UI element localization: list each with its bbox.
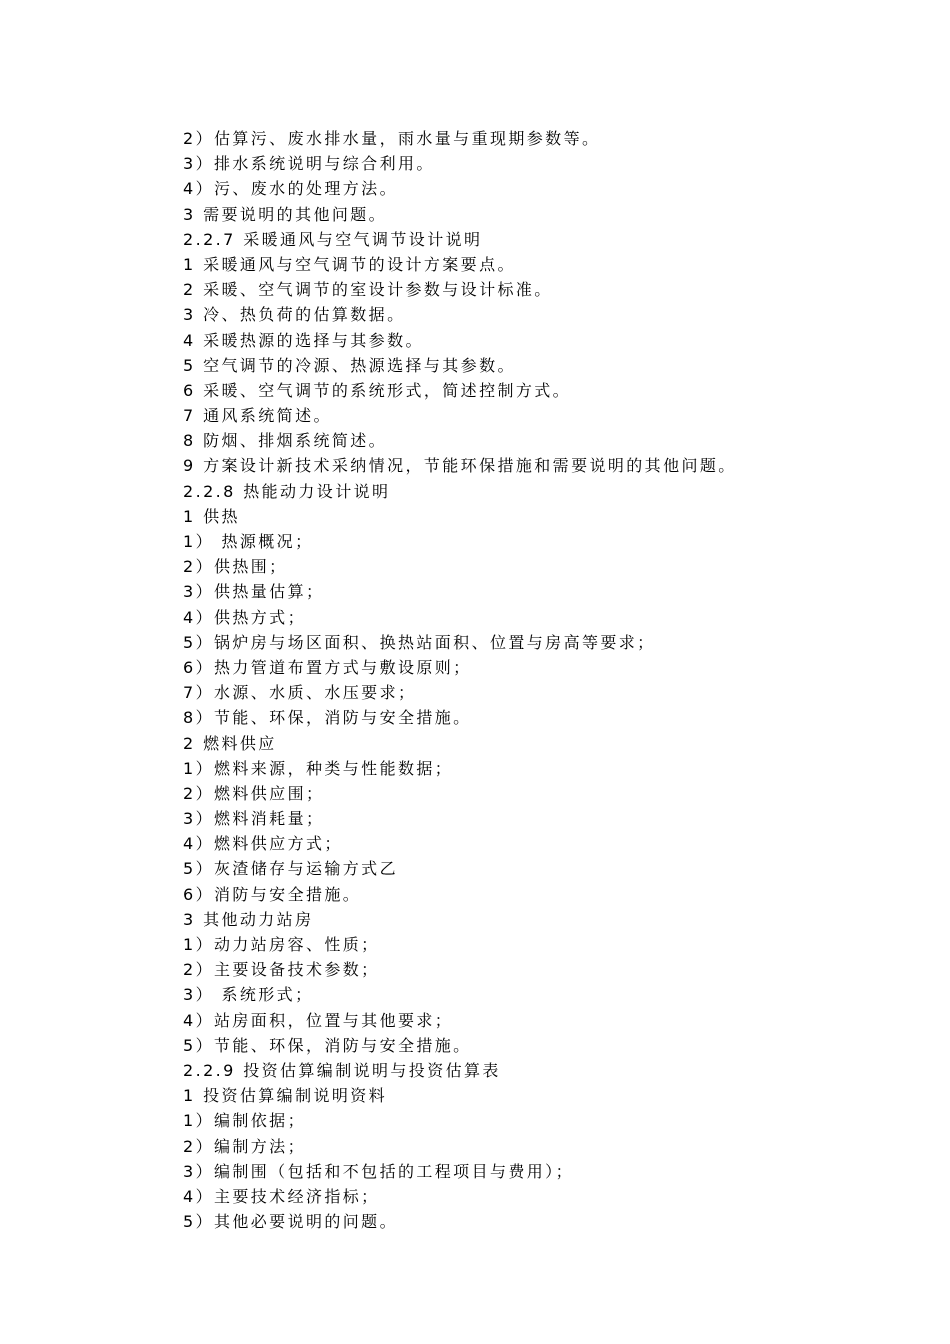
text-line: 2 采暖、空气调节的室设计参数与设计标准。 [183, 280, 553, 300]
text-line: 5）其他必要说明的问题。 [183, 1212, 398, 1232]
text-line: 1） 热源概况； [183, 532, 314, 551]
text-line: 3 冷、热负荷的估算数据。 [183, 305, 406, 325]
text-line: 4）供热方式； [183, 607, 306, 627]
text-line: 3） 系统形式； [183, 985, 314, 1005]
text-line: 3 其他动力站房 [183, 909, 314, 929]
text-line: 7 通风系统简述。 [183, 406, 332, 426]
text-line: 1）编制依据； [183, 1111, 306, 1131]
text-line: 4）污、废水的处理方法。 [183, 179, 398, 199]
text-line: 4 采暖热源的选择与其参数。 [183, 330, 424, 350]
text-line: 3）排水系统说明与综合利用。 [183, 154, 435, 174]
text-line: 1 供热 [183, 506, 240, 526]
text-line: 6）消防与安全措施。 [183, 884, 362, 904]
text-line: 4）站房面积，位置与其他要求； [183, 1010, 454, 1030]
text-line: 1）燃料来源，种类与性能数据； [183, 758, 454, 778]
document-body [183, 126, 903, 1234]
section-heading: 2.2.9 投资估算编制说明与投资估算表 [183, 1060, 501, 1080]
text-line: 8）节能、环保，消防与安全措施。 [183, 708, 472, 728]
text-line: 2）供热围； [183, 557, 288, 577]
text-line: 3）燃料消耗量； [183, 809, 325, 829]
text-line: 2 燃料供应 [183, 733, 277, 753]
text-line: 1 采暖通风与空气调节的设计方案要点。 [183, 254, 516, 274]
text-line: 5）灰渣储存与运输方式乙 [183, 859, 398, 879]
text-line: 1）动力站房容、性质； [183, 935, 380, 954]
text-line: 5）锅炉房与场区面积、换热站面积、位置与房高等要求； [183, 632, 656, 652]
text-line: 5）节能、环保，消防与安全措施。 [183, 1035, 472, 1055]
text-line: 2）估算污、废水排水量，雨水量与重现期参数等。 [183, 129, 601, 148]
text-line: 5 空气调节的冷源、热源选择与其参数。 [183, 355, 516, 375]
text-line: 6 采暖、空气调节的系统形式，简述控制方式。 [183, 380, 572, 400]
text-line: 2）主要设备技术参数； [183, 960, 380, 980]
section-heading: 2.2.7 采暖通风与空气调节设计说明 [183, 229, 483, 249]
text-line: 9 方案设计新技术采纳情况，节能环保措施和需要说明的其他问题。 [183, 456, 737, 476]
text-line: 3 需要说明的其他问题。 [183, 204, 388, 224]
text-line: 3）供热量估算； [183, 582, 325, 602]
text-line: 8 防烟、排烟系统简述。 [183, 431, 388, 451]
text-line: 7）水源、水质、水压要求； [183, 683, 417, 703]
text-line: 4）燃料供应方式； [183, 834, 343, 854]
text-line: 2）编制方法； [183, 1136, 306, 1156]
text-line: 3）编制围（包括和不包括的工程项目与费用）； [183, 1161, 574, 1181]
text-line: 1 投资估算编制说明资料 [183, 1086, 388, 1106]
text-line: 2）燃料供应围； [183, 783, 325, 803]
text-line: 6）热力管道布置方式与敷设原则； [183, 657, 472, 677]
section-heading: 2.2.8 热能动力设计说明 [183, 481, 391, 501]
text-line: 4）主要技术经济指标； [183, 1186, 380, 1206]
